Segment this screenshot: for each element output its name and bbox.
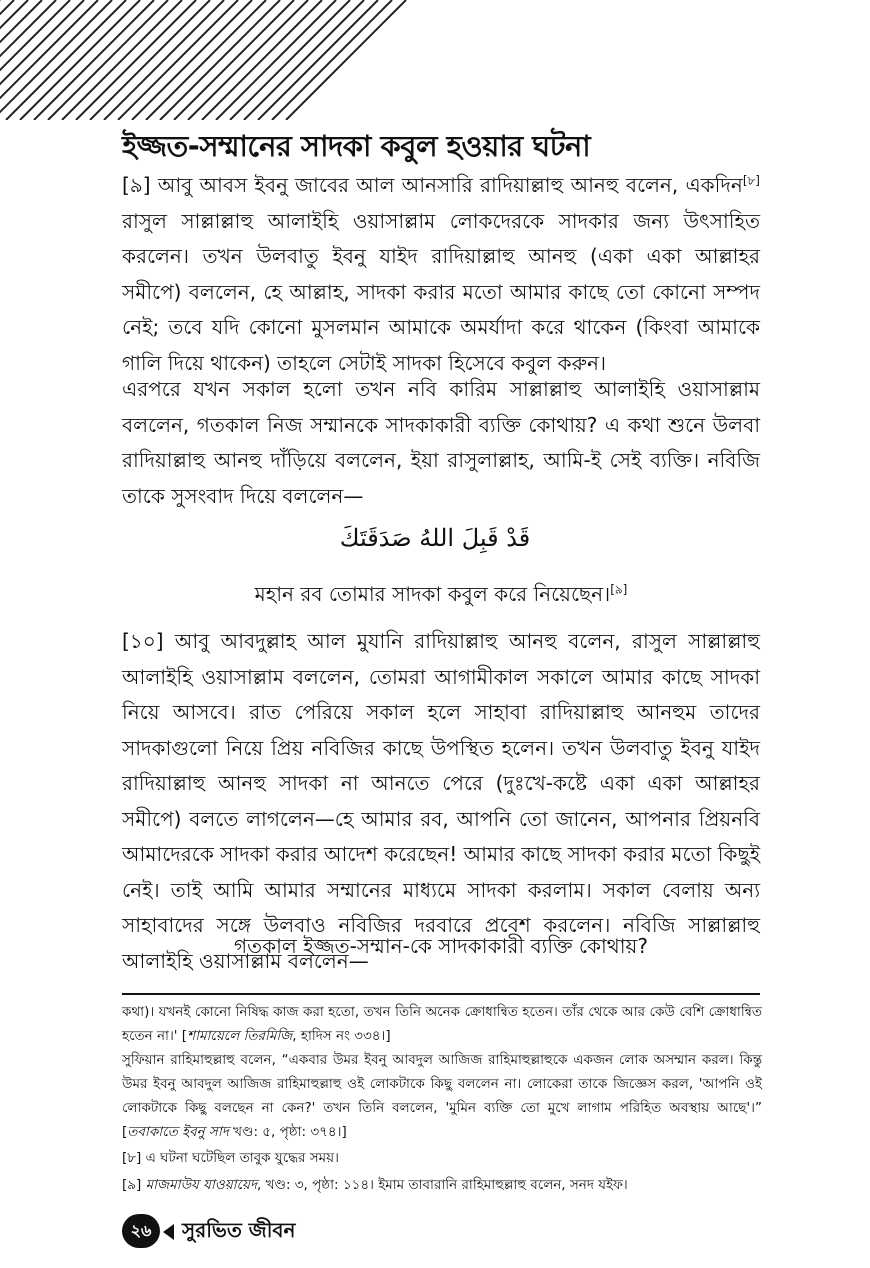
arabic-quote: قَدْ قَبِلَ اللهُ صَدَقَتَكَ [339, 524, 531, 552]
paragraph-10: [১০] আবু আবদুল্লাহ আল মুযানি রাদিয়াল্লাহু আনহু বলেন, রাসুল সাল্লাল্লাহু আলাইহি ওয়াসাল্লাম বললেন, তোমরা আগামীকাল সকালে আমার কাছে সাদকা নিয়ে আসবে। রাত পেরিয়ে সকাল হলে সাহাবা রাদিয়াল্লাহু আনহুম তাদের সাদকাগুলো নিয়ে প্রিয় নবিজির কাছে উপস্থিত হলেন। তখন উলবাতু ইবনু যাইদ রাদিয়াল্লাহু আনহু সাদকা না আনতে পেরে (দুঃখে-কষ্টে একা একা আল্লাহর সমীপে) বলতে লাগলেন—হে আমার রব, আপনি তো জানেন, আপনার প্রিয়নবি আমাদেরকে সাদকা করার আদেশ করেছেন! আমার কাছে সাদকা করার মতো কিছুই নেই। তাই আমি আমার সম্মানের মাধ্যমে সাদকা করলাম। সকাল বেলায় অন্য সাহাবাদের সঙ্গে উলবাও নবিজির দরবারে প্রবেশ করলেন। নবিজি সাল্লাল্লাহু আলাইহি ওয়াসাল্লাম বললেন— [122, 629, 760, 973]
footnote-sufyan-ref: খণ্ড: ৫, পৃষ্ঠা: ৩৭৪।] [228, 1124, 347, 1140]
footnote-source-title: শামায়েলে তিরমিজি [187, 1028, 293, 1044]
footnote-9-text: , খণ্ড: ৩, পৃষ্ঠা: ১১৪। ইমাম তাবারানি রাহিমাহুল্লাহু বলেন, সনদ যইফ। [257, 1177, 628, 1193]
paragraph-9-text: [৯] আবু আবস ইবনু জাবের আল আনসারি রাদিয়াল্লাহু আনহু বলেন, একদিন [122, 173, 743, 197]
diagonal-hatch-decoration [0, 0, 420, 120]
footnote-divider [122, 993, 760, 995]
left-triangle-icon [163, 1224, 174, 1240]
footnote-source-ref: , হাদিস নং ৩৩৪।] [292, 1028, 391, 1044]
chapter-heading: ইজ্জত-সম্মানের সাদকা কবুল হওয়ার ঘটনা [122, 129, 591, 163]
paragraph-9-text-continued: রাসুল সাল্লাল্লাহু আলাইহি ওয়াসাল্লাম লোকদেরকে সাদকার জন্য উৎসাহিত করলেন। তখন উলবাতু ইবনু যাইদ রাদিয়াল্লাহু আনহু (একা একা আল্লাহর সমীপে) বললেন, হে আল্লাহ, সাদকা করার মতো আমার কাছে তো কোনো সম্পদ নেই; তবে যদি কোনো মুসলমান আমাকে অমর্যাদা করে থাকেন (কিংবা আমাকে গালি দিয়ে থাকেন) তাহলে সেটাই সাদকা হিসেবে কবুল করুন। [122, 208, 760, 375]
prophet-question: গতকাল ইজ্জত-সম্মান-কে সাদকাকারী ব্যক্তি কোথায়? [234, 934, 648, 958]
footnote-9-source: মাজমাউয যাওয়ায়েদ [145, 1177, 258, 1193]
paragraph-9 [122, 168, 760, 381]
hatch-line [0, 0, 14, 120]
book-title: সুরভিত জীবন [182, 1218, 296, 1242]
hatch-line [0, 0, 84, 120]
footnote-sufyan-source: তবাকাতে ইবনু সাদ [127, 1124, 229, 1140]
footnote-continued [122, 1000, 762, 1048]
footnote-9 [122, 1173, 762, 1197]
footnote-ref-9: [৯] [610, 582, 628, 597]
hatch-line [0, 0, 42, 120]
hatch-line [0, 0, 56, 120]
translation-text: মহান রব তোমার সাদকা কবুল করে নিয়েছেন। [254, 582, 611, 606]
footnote-9-label: [৯] [122, 1177, 146, 1193]
footnote-8: [৮] এ ঘটনা ঘটেছিল তাবুক যুদ্ধের সময়। [122, 1150, 339, 1166]
footnote-sufyan [122, 1048, 762, 1144]
arabic-translation [122, 580, 760, 613]
hatch-line [0, 0, 98, 120]
footnote-sufyan-text: সুফিয়ান রাহিমাহুল্লাহু বলেন, “একবার উমর ইবনু আবদুল আজিজ রাহিমাহুল্লাহুকে একজন লোক অসম্মান করল। কিন্তু উমর ইবনু আবদুল আজিজ রাহিমাহুল্লাহু ওই লোকটাকে কিছু বললেন না। লোকেরা তাকে জিজ্ঞেস করল, 'আপনি ওই লোকটাকে কিছু বলছেন না কেন?' তখন তিনি বললেন, 'মুমিন ব্যক্তি তো মুখে লাগাম পরিহিত অবস্থায় আছে'।” [ [122, 1052, 762, 1140]
footnote-ref-8: [৮] [742, 173, 760, 188]
footnote-continued-text: কথা)। যখনই কোনো নিষিদ্ধ কাজ করা হতো, তখন তিনি অনেক ক্রোধান্বিত হতেন। তাঁর থেকে আর কেউ বেশি ক্রোধান্বিত হতেন না।' [ [122, 1004, 762, 1044]
page-number-badge: ২৬ [122, 1214, 160, 1248]
paragraph-next-morning: এরপরে যখন সকাল হলো তখন নবি কারিম সাল্লাল্লাহু আলাইহি ওয়াসাল্লাম বললেন, গতকাল নিজ সম্মানকে সাদকাকারী ব্যক্তি কোথায়? এ কথা শুনে উলবা রাদিয়াল্লাহু আনহু দাঁড়িয়ে বললেন, ইয়া রাসুলাল্লাহ, আমি-ই সেই ব্যক্তি। নবিজি তাকে সুসংবাদ দিয়ে বললেন— [122, 377, 760, 508]
